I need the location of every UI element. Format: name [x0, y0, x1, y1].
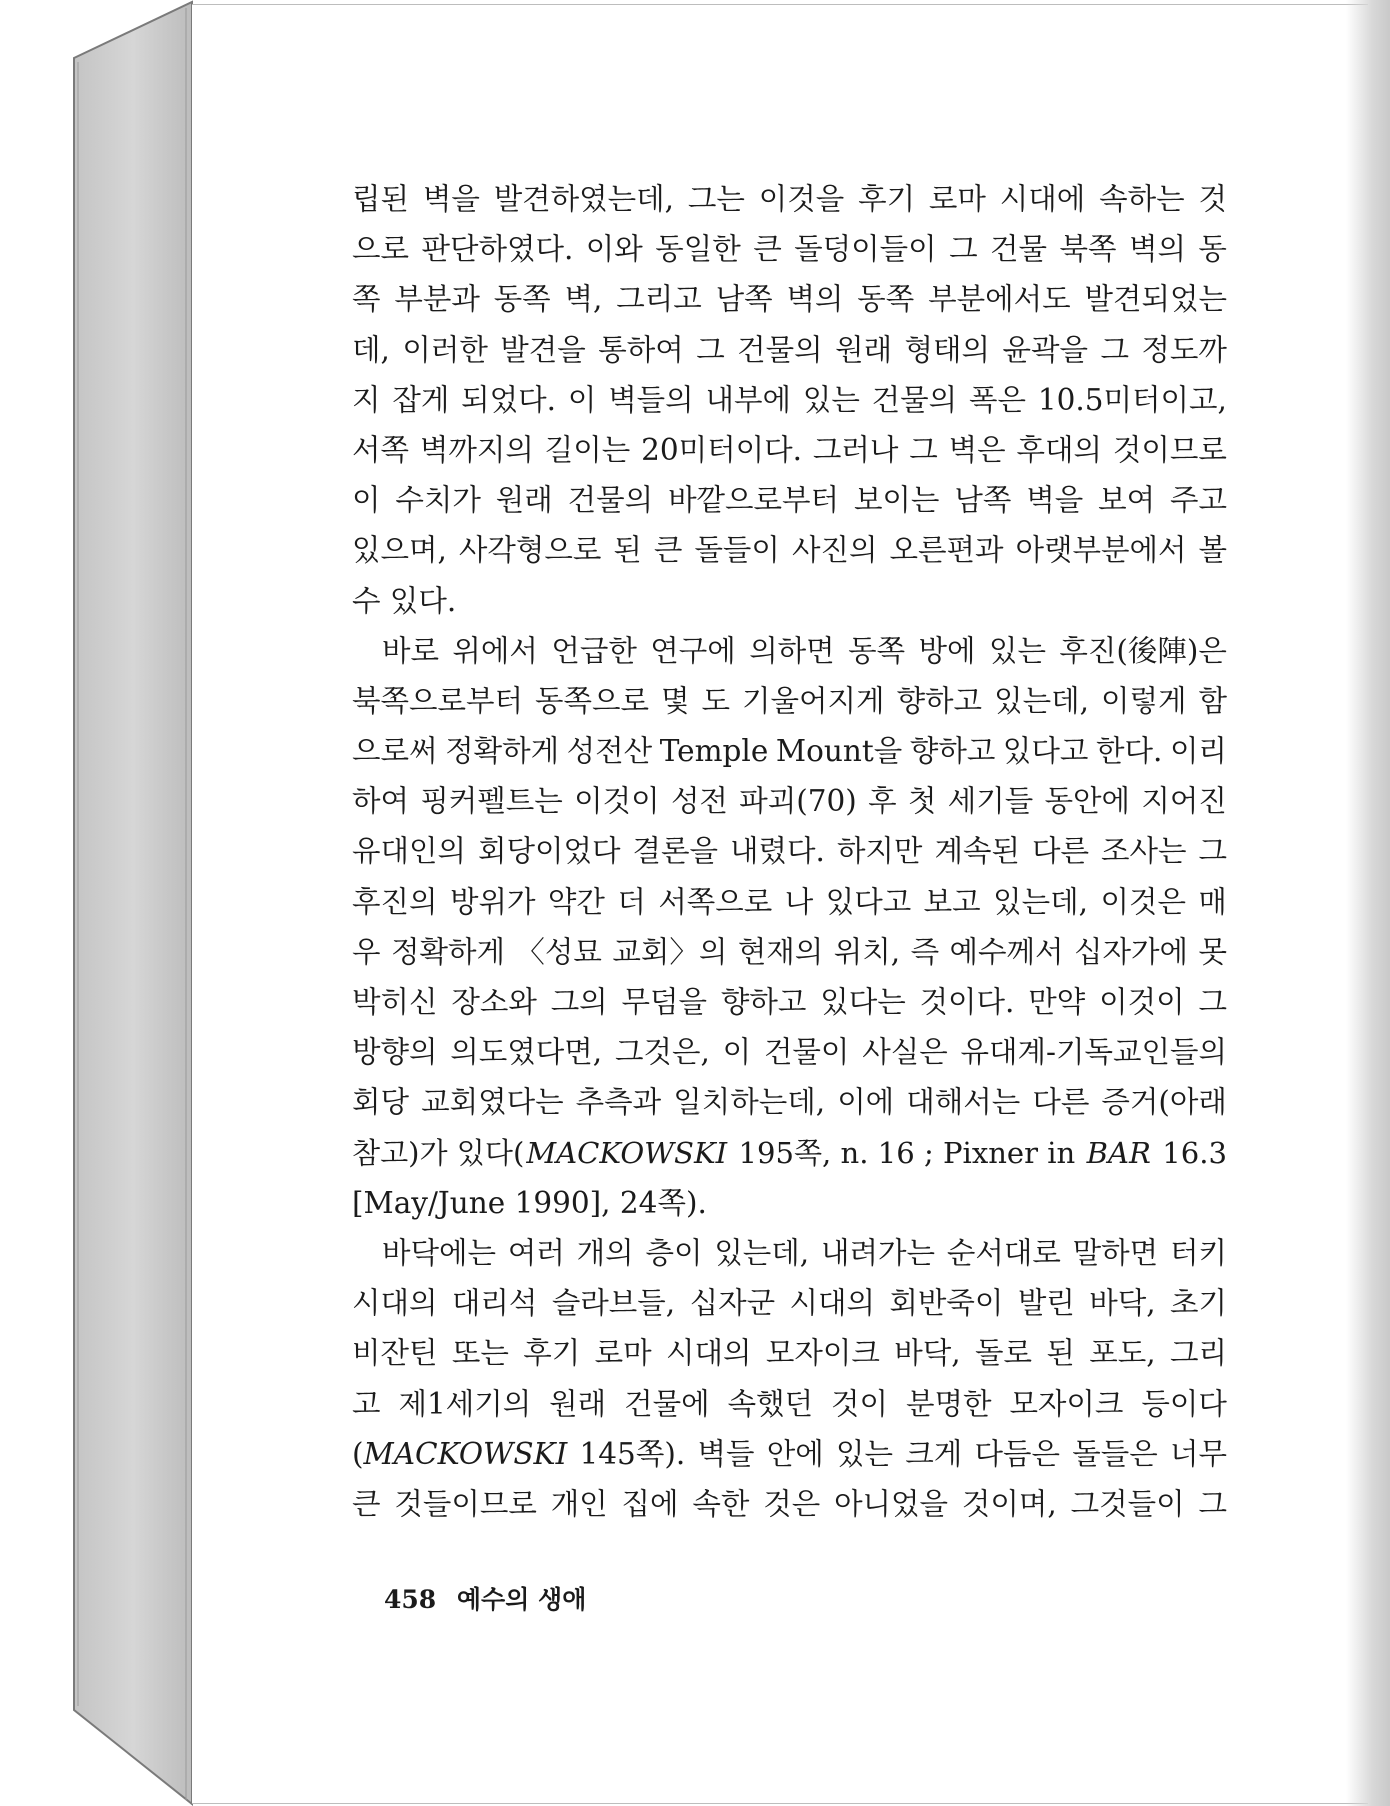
word: 바닥, — [1089, 1286, 1156, 1321]
word: 발린 — [1017, 1286, 1075, 1321]
text-line — [352, 626, 1227, 676]
word: 로마 — [928, 182, 986, 216]
text-line — [352, 174, 1227, 224]
text-fragment: ( — [352, 1436, 364, 1471]
word: 윤곽을 — [1002, 332, 1088, 367]
text-line — [352, 1278, 1227, 1328]
word: 이 — [567, 382, 597, 417]
word: 있다고 — [1002, 734, 1089, 769]
word: 내부에 — [705, 382, 792, 417]
word: 개의 — [576, 1235, 634, 1270]
word: 동쪽 — [857, 282, 915, 317]
word: 바닥에는 — [382, 1235, 496, 1270]
word: 향하고 — [909, 734, 996, 769]
word: 더 — [617, 884, 646, 919]
word: 10.5미터이고, — [1037, 382, 1227, 417]
word: 몇 — [661, 683, 690, 718]
word: 모자이크 — [765, 1336, 880, 1371]
word: 벽을 — [422, 182, 480, 216]
word: 있으며, — [352, 533, 447, 568]
word: 예수께서 — [949, 934, 1064, 969]
text-line — [352, 1379, 1227, 1429]
word: 후진(後陣)은 — [1059, 633, 1227, 668]
word: 로마 — [594, 1336, 652, 1371]
word: 집에 — [621, 1486, 679, 1521]
word: 돌들이 — [694, 533, 780, 568]
word: 있다는 — [820, 985, 906, 1019]
citation-author: MACKOWSKI — [363, 1436, 568, 1471]
word: 립된 — [352, 182, 409, 216]
word: 것이 — [831, 1386, 889, 1421]
word: 무덤을 — [621, 985, 708, 1019]
word: 즉 — [910, 934, 940, 969]
word: 건물에 — [624, 1386, 710, 1421]
word: 정확하게 — [390, 934, 505, 969]
word: 것이다. — [919, 985, 1015, 1019]
text-line: [May/June 1990], 24쪽). — [352, 1185, 707, 1220]
word: 동쪽 — [848, 633, 906, 668]
text-line — [352, 1479, 1227, 1529]
word: 벽들의 — [608, 382, 694, 417]
text-line — [352, 475, 1227, 525]
word: 쪽 — [352, 282, 381, 317]
word: 그 — [949, 232, 978, 267]
word: 사실은 — [862, 1035, 948, 1070]
citation-line — [352, 1128, 1227, 1178]
word: 정확하게 — [445, 734, 560, 769]
word: 향하고 — [896, 683, 983, 718]
word: 벽의 — [1128, 232, 1186, 267]
word: 큰 — [352, 1486, 381, 1521]
word: 그러나 — [812, 432, 899, 467]
word: 약간 — [547, 884, 605, 919]
word: 잡게 — [392, 382, 450, 417]
word: 의도였다면, — [450, 1035, 603, 1070]
text-line — [352, 274, 1227, 324]
word: 방향의 — [352, 1035, 438, 1070]
word: 된 — [613, 533, 642, 568]
word: 하지만 — [836, 834, 923, 869]
word: 기울어지게 — [742, 683, 885, 718]
word: 발견하였는데, — [493, 182, 675, 216]
text-line — [352, 726, 1227, 776]
word: 서쪽 — [352, 432, 409, 467]
word: 조사는 — [1100, 834, 1187, 869]
word: 후대의 — [1016, 432, 1103, 467]
word: 원래 — [495, 483, 553, 518]
citation-text: 195쪽, n. 16 ; Pixner in — [729, 1135, 1085, 1170]
word: 또는 — [451, 1336, 509, 1371]
word: 사진의 — [791, 533, 878, 568]
word: 있는데, — [714, 1235, 810, 1270]
citation-text: 145쪽). 벽들 안에 있는 크게 다듬은 돌들은 너무 — [567, 1436, 1227, 1471]
word: 큰 — [653, 533, 683, 568]
word: 사각형으로 — [458, 533, 602, 568]
word: 있다고 — [825, 884, 912, 919]
word: 아랫부분에서 — [1015, 533, 1187, 568]
word: 초기 — [1170, 1286, 1227, 1321]
word: 시대의 — [352, 1286, 438, 1321]
text-line — [352, 375, 1227, 425]
word: 것은 — [763, 1486, 821, 1521]
word: 터키 — [1170, 1235, 1227, 1270]
word: 고 — [352, 1386, 381, 1421]
word: 핑커펠트는 — [420, 784, 563, 819]
word: 아니었을 — [834, 1486, 949, 1521]
text-line — [352, 1077, 1227, 1127]
text-line — [352, 425, 1227, 475]
word: 이 — [352, 483, 381, 518]
word: 대해서는 — [906, 1085, 1021, 1120]
word: 돌덩이들이 — [794, 232, 937, 267]
word: 교회〉의 — [612, 934, 728, 969]
word: 벽은 — [948, 432, 1006, 467]
word: 것 — [1198, 182, 1227, 216]
word: 이 — [722, 1035, 752, 1070]
text-line — [352, 325, 1227, 375]
word: 속하는 — [1099, 182, 1185, 216]
word: 부분에서도 — [928, 282, 1071, 317]
word: 된 — [1046, 1336, 1075, 1371]
text-line — [352, 525, 1227, 575]
word: 그 — [1100, 332, 1129, 367]
word: 그 — [1198, 985, 1227, 1019]
word: 현재의 — [737, 934, 824, 969]
word: 볼 — [1198, 533, 1227, 568]
word: 유대계-기독교인들의 — [960, 1035, 1227, 1070]
word: 되었다. — [461, 382, 557, 417]
word: 것이며, — [961, 1486, 1057, 1521]
word: 박히신 — [352, 985, 438, 1019]
citation-volume: 16.3 — [1153, 1135, 1227, 1170]
word: 보여 — [1098, 483, 1156, 518]
word: 남쪽 — [715, 282, 773, 317]
word: 주고 — [1170, 483, 1227, 518]
word: 〈성묘 — [515, 934, 602, 969]
text-line — [352, 1328, 1227, 1378]
word: 세기들 — [947, 784, 1034, 819]
word: 추측과 — [575, 1085, 662, 1120]
word: 것이므로 — [1112, 432, 1227, 467]
word: 벽의 — [786, 282, 844, 317]
word: 보이는 — [853, 483, 940, 518]
paragraph-1 — [352, 174, 1227, 626]
word: 북쪽으로부터 — [352, 683, 523, 718]
word: 있는 — [988, 633, 1046, 668]
word: 남쪽 — [954, 483, 1012, 518]
word: 발견을 — [500, 332, 586, 367]
word: 폭은 — [969, 382, 1026, 417]
word: 그의 — [550, 985, 608, 1019]
word: 이에 — [837, 1085, 895, 1120]
word: 속한 — [692, 1486, 750, 1521]
word: 바로 — [382, 633, 439, 668]
text-line — [352, 977, 1227, 1027]
text-line — [352, 877, 1227, 927]
word: 후진의 — [352, 884, 438, 919]
word: 등이다 — [1141, 1386, 1227, 1421]
word: 건물이 — [763, 1035, 850, 1070]
word: 제1세기의 — [398, 1386, 532, 1421]
word: 나 — [784, 884, 814, 919]
word: 향하고 — [720, 985, 807, 1019]
paragraph-2 — [352, 626, 1227, 1228]
word: 동일한 — [655, 232, 741, 267]
word: 발견되었는 — [1084, 282, 1227, 317]
word: 통하여 — [598, 332, 684, 367]
word: 첫 — [907, 784, 937, 819]
word: 그리고 — [616, 282, 702, 317]
word: 시대의 — [789, 1286, 875, 1321]
word: 만약 — [1028, 985, 1086, 1019]
word: 데, — [352, 332, 390, 367]
text-line — [352, 224, 1227, 274]
word: 동 — [1198, 232, 1227, 267]
word: 그 — [1198, 834, 1227, 869]
text-line — [352, 927, 1227, 977]
word: 다른 — [1032, 1085, 1090, 1120]
word: 큰 — [753, 232, 782, 267]
citation-line — [352, 1429, 1227, 1479]
word: 말하면 — [1072, 1235, 1159, 1270]
word: 층이 — [645, 1235, 703, 1270]
word: 회당 — [352, 1085, 409, 1120]
word: 내렸다. — [730, 834, 825, 869]
word: 순서대로 — [946, 1235, 1061, 1270]
word: 이것이 — [1099, 985, 1185, 1019]
citation-author: MACKOWSKI — [526, 1135, 728, 1170]
word: Temple — [659, 734, 769, 769]
word: 그것들이 — [1070, 1486, 1185, 1521]
word: 방에 — [918, 633, 976, 668]
word: 정도까 — [1141, 332, 1227, 367]
word: 후기 — [858, 182, 916, 216]
word: 이와 — [585, 232, 643, 267]
word: 시대에 — [999, 182, 1086, 216]
word: 비잔틴 — [352, 1336, 438, 1371]
word: 오른편과 — [889, 533, 1004, 568]
word: 서쪽으로 — [658, 884, 773, 919]
word: 증거(아래 — [1101, 1085, 1227, 1120]
word: 파괴(70) — [739, 784, 857, 819]
book-spine-edge — [0, 0, 200, 1806]
word: 연구에 — [650, 633, 736, 668]
word: 포도, — [1089, 1336, 1156, 1371]
word: Mount을 — [775, 734, 903, 769]
word: 성전산 — [566, 734, 653, 769]
word: 그것은, — [614, 1035, 710, 1070]
word: 벽을 — [1026, 483, 1084, 518]
word: 지어진 — [1141, 784, 1227, 819]
word: 다른 — [1031, 834, 1089, 869]
word: 것들이므로 — [394, 1486, 537, 1521]
word: 이리 — [1169, 734, 1227, 769]
word: 후 — [868, 784, 897, 819]
word: 시대의 — [666, 1336, 752, 1371]
page-footer — [384, 1580, 586, 1616]
word: 벽, — [564, 282, 603, 317]
word: 여러 — [507, 1235, 565, 1270]
word: 일치하는데, — [673, 1085, 826, 1120]
word: 동안에 — [1044, 784, 1131, 819]
word: 이것이 — [574, 784, 660, 819]
word: 판단하였다. — [421, 232, 574, 267]
page-number: 458 — [384, 1585, 437, 1614]
word: 있는데, — [993, 884, 1088, 919]
word: 이것은 — [1100, 884, 1186, 919]
word: 매 — [1198, 884, 1227, 919]
word: 건물의 — [871, 382, 958, 417]
word: 길이는 — [544, 432, 631, 467]
word: 슬라브들, — [551, 1286, 676, 1321]
word: 북쪽 — [1059, 232, 1117, 267]
word: 바닥, — [894, 1336, 961, 1371]
word: 부분과 — [394, 282, 480, 317]
word: 내려가는 — [821, 1235, 936, 1270]
word: 우 — [352, 934, 381, 969]
text-line — [352, 776, 1227, 826]
word: 언급한 — [551, 633, 637, 668]
word: 수치가 — [395, 483, 481, 518]
word: 있는 — [802, 382, 860, 417]
word: 도 — [701, 683, 731, 718]
running-title: 예수의 생애 — [456, 1585, 587, 1614]
word: 장소와 — [451, 985, 537, 1019]
word: 후기 — [523, 1336, 581, 1371]
paragraph-3 — [352, 1228, 1227, 1529]
word: 원래 — [549, 1386, 607, 1421]
word: 이렇게 — [1100, 683, 1187, 718]
word: 개인 — [550, 1486, 608, 1521]
word: 으로써 — [352, 734, 438, 769]
word: 원래 — [835, 332, 893, 367]
word: 동쪽 — [493, 282, 551, 317]
word: 그 — [909, 432, 938, 467]
word: 교회였다는 — [421, 1085, 564, 1120]
word: 모자이크 — [1009, 1386, 1124, 1421]
word: 위치, — [833, 934, 901, 969]
text-line — [352, 676, 1227, 726]
word: 형태의 — [904, 332, 991, 367]
word: 위에서 — [452, 633, 538, 668]
word: 돌로 — [975, 1336, 1032, 1371]
word: 동쪽으로 — [535, 683, 649, 718]
word: 그는 — [687, 182, 745, 216]
word: 의하면 — [749, 633, 835, 668]
word: 성전 — [670, 784, 728, 819]
citation-journal: BAR — [1086, 1135, 1151, 1170]
word: 20미터이다. — [641, 432, 803, 467]
word: 방위가 — [449, 884, 536, 919]
word: 회당이었다 — [478, 834, 621, 869]
word: 유대인의 — [352, 834, 466, 869]
text-fragment: 참고)가 있다( — [352, 1135, 525, 1170]
word: 으로 — [352, 232, 409, 267]
word: 바깥으로부터 — [668, 483, 840, 518]
word: 있는데, — [994, 683, 1089, 718]
word: 이러한 — [402, 332, 488, 367]
word: 이것을 — [758, 182, 845, 216]
text-line — [352, 826, 1227, 876]
page-edge-shadow — [1346, 0, 1390, 1806]
word: 지 — [352, 382, 381, 417]
word: 속했던 — [727, 1386, 814, 1421]
word: 그리 — [1170, 1336, 1227, 1371]
word: 십자가에 — [1074, 934, 1188, 969]
word: 건물 — [990, 232, 1048, 267]
word: 벽까지의 — [419, 432, 534, 467]
word: 대리석 — [451, 1286, 538, 1321]
word: 그 — [696, 332, 725, 367]
text-line — [352, 1027, 1227, 1077]
word: 계속된 — [934, 834, 1020, 869]
text-line — [352, 1228, 1227, 1278]
word: 건물의 — [737, 332, 823, 367]
text-line: 수 있다. — [352, 583, 457, 618]
word: 보고 — [923, 884, 981, 919]
word: 분명한 — [905, 1386, 992, 1421]
word: 함 — [1198, 683, 1227, 718]
word: 못 — [1198, 934, 1227, 969]
word: 건물의 — [567, 483, 654, 518]
word: 결론을 — [632, 834, 719, 869]
word: 한다. — [1095, 734, 1163, 769]
word: 십자군 — [689, 1286, 776, 1321]
word: 그 — [1198, 1486, 1227, 1521]
word: 회반죽이 — [889, 1286, 1004, 1321]
word: 하여 — [352, 784, 409, 819]
page-body-text — [352, 174, 1227, 1529]
